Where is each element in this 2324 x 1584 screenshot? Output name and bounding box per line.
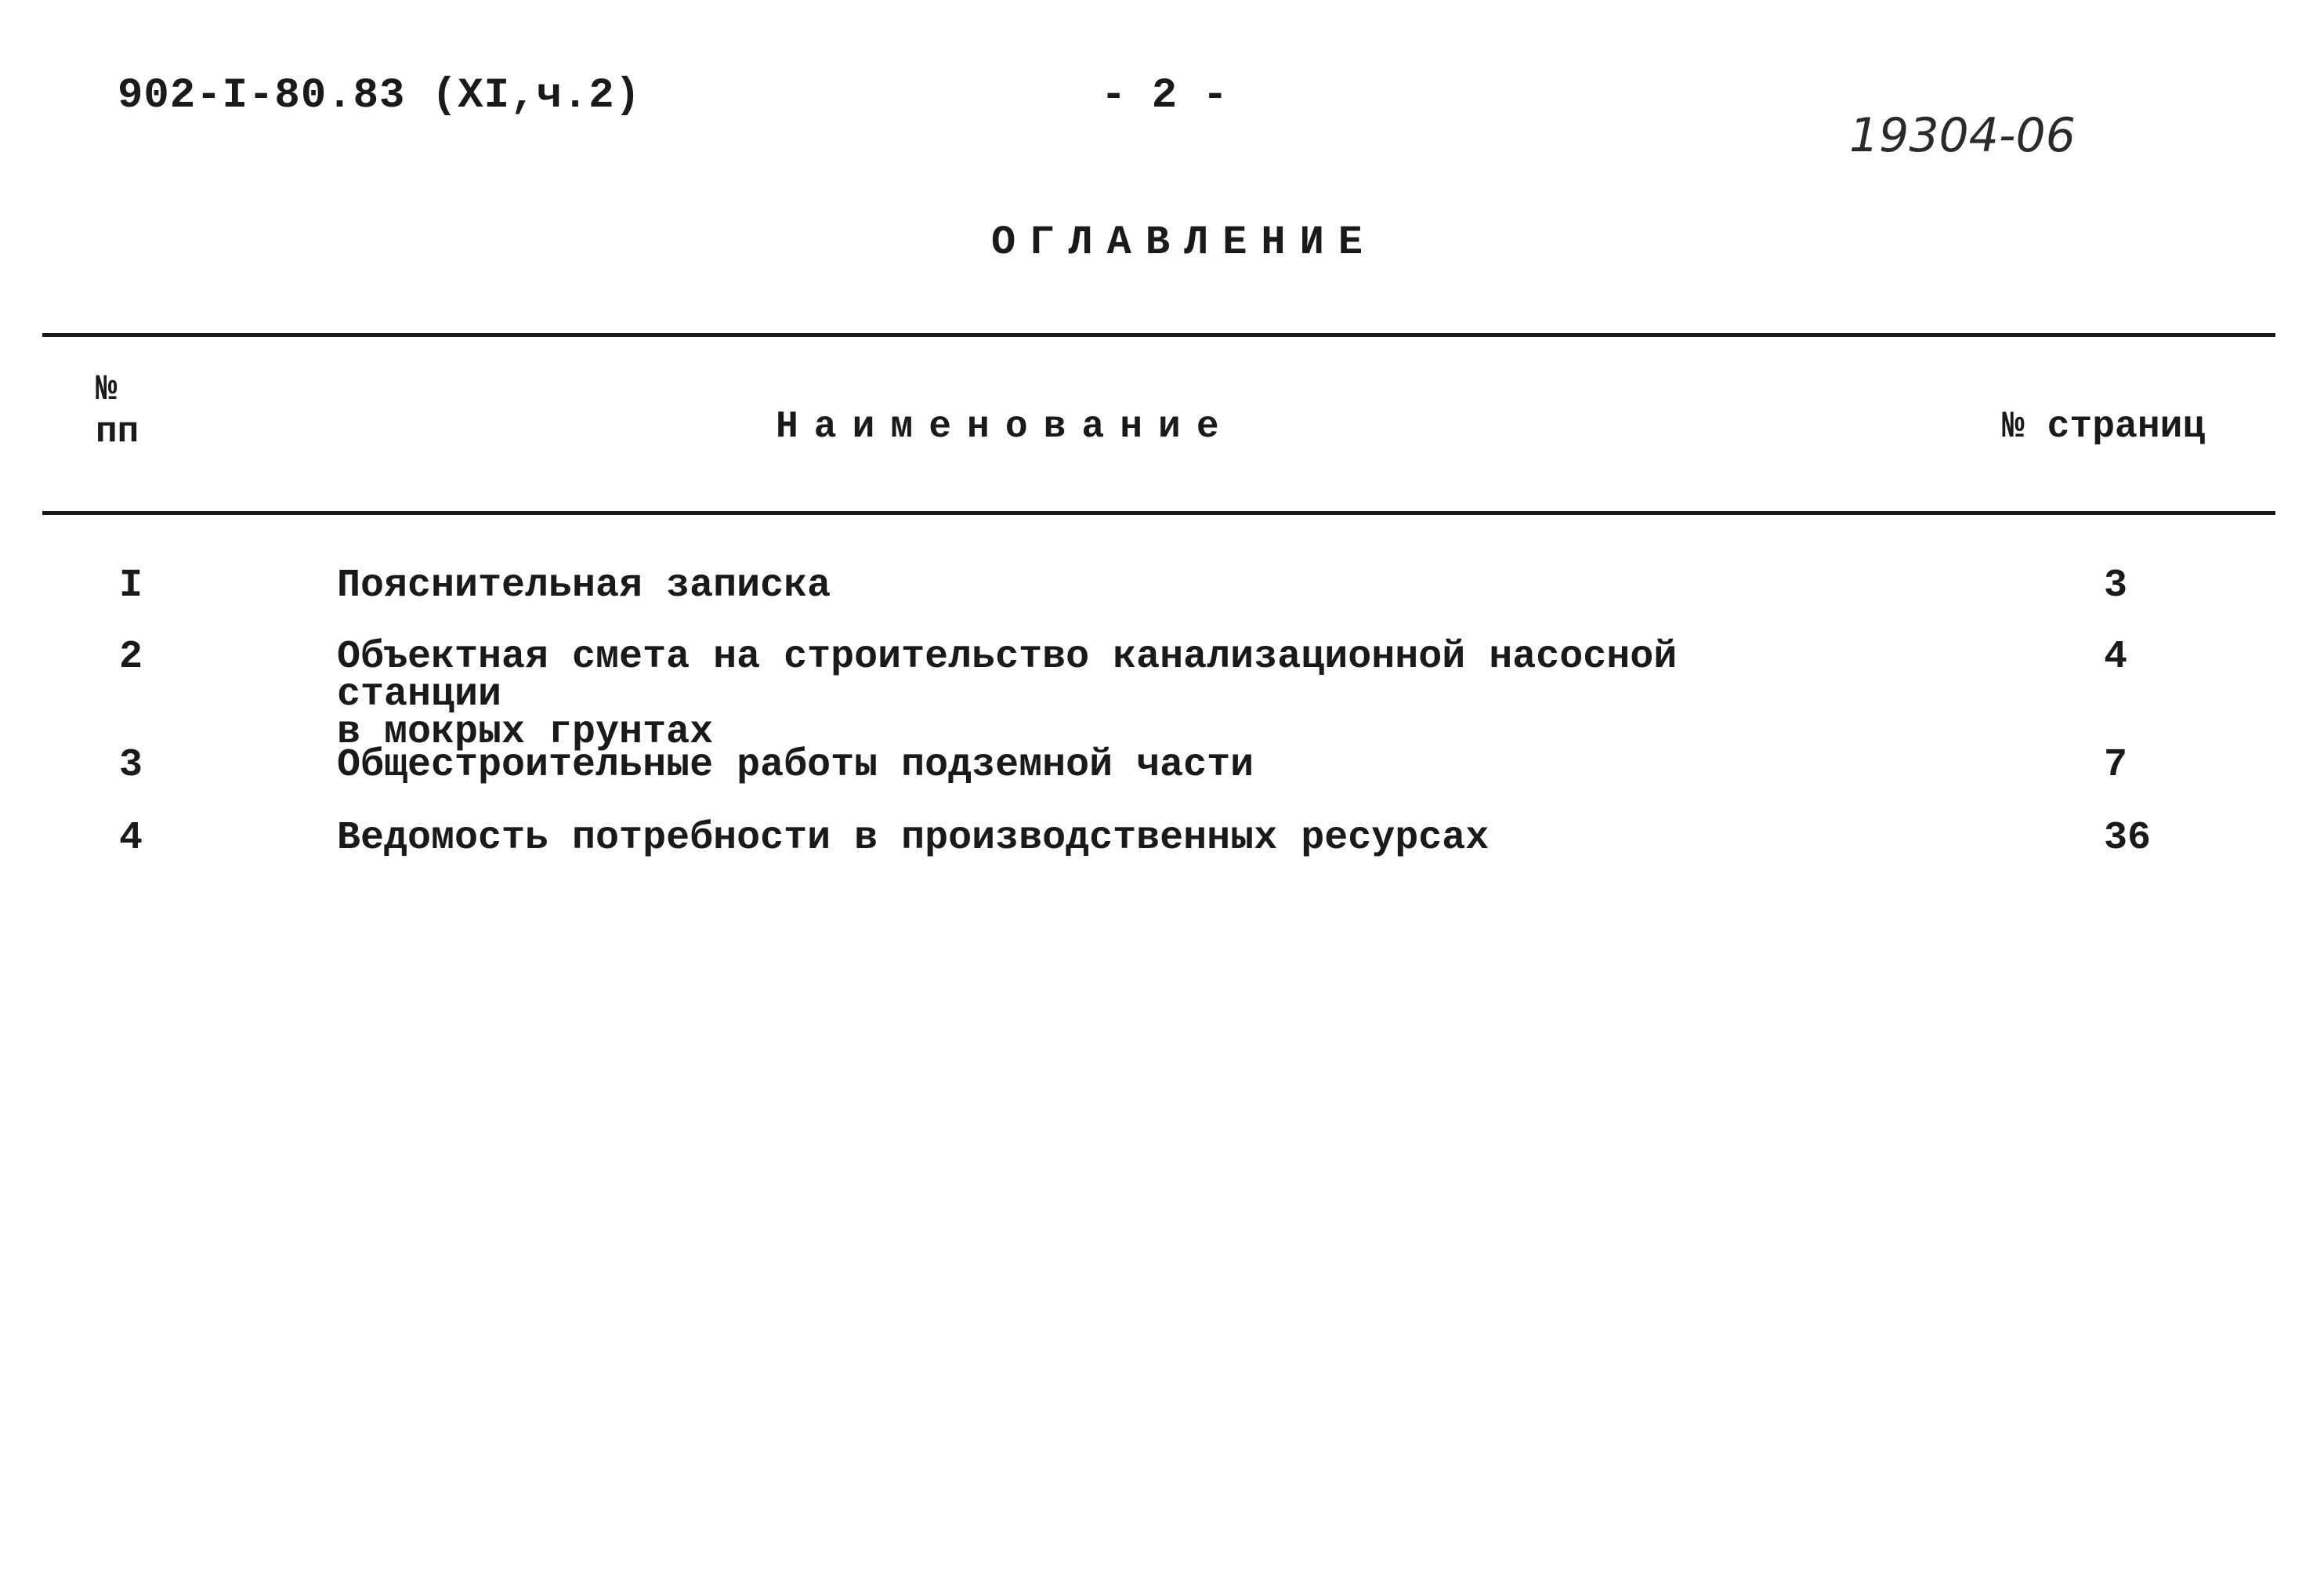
column-header-number: № пп [96,369,139,452]
column-header-name: Наименование [776,406,1235,448]
page-title: ОГЛАВЛЕНИЕ [991,219,1377,266]
row-number: I [119,564,143,608]
row-page: 7 [2104,743,2128,788]
row-number: 4 [119,816,143,861]
row-page: 4 [2104,635,2128,680]
column-header-pages: № страниц [2002,406,2206,448]
row-number: 3 [119,743,143,788]
row-page: 36 [2104,816,2152,861]
row-title: Пояснительная записка [337,564,831,608]
row-title: Ведомость потребности в производственных ресурсах [337,816,1490,861]
row-title: Общестроительные работы подземной части [337,743,1254,788]
page-number: - 2 - [1101,72,1229,120]
row-number: 2 [119,635,143,680]
handwritten-inventory-number: 19304-06 [1849,108,2076,163]
table-header-rule [42,511,2275,515]
document-code: 902-I-80.83 (XI,ч.2) [118,72,642,120]
row-page: 3 [2104,564,2128,608]
row-title: Объектная смета на строительство канализационной насосной станции в мокрых грунтах [337,635,1678,755]
table-top-rule [42,333,2275,337]
